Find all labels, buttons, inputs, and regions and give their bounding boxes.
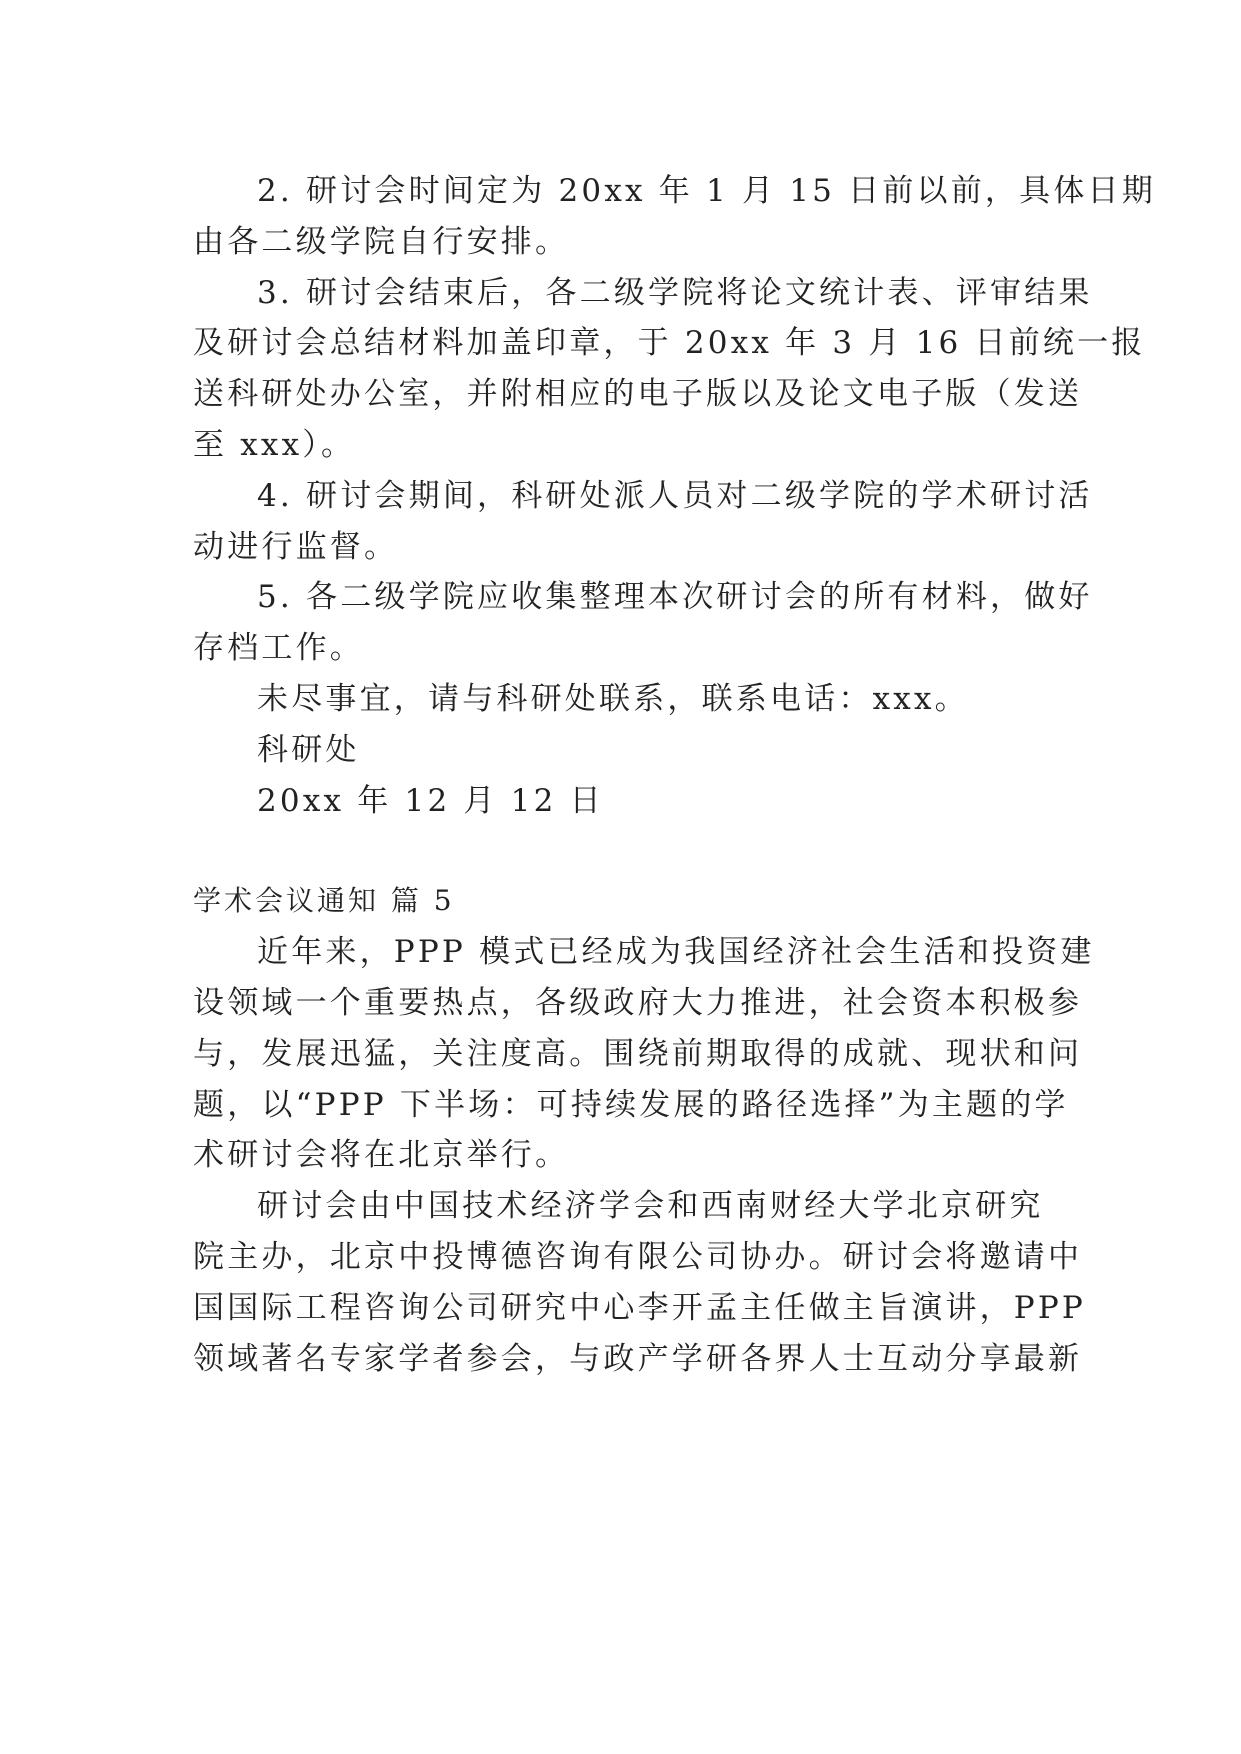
notice-date bbox=[193, 776, 1053, 827]
text-line: 科研处 bbox=[257, 731, 360, 768]
notice-item-2 bbox=[193, 166, 1156, 268]
text-line: 3. 研讨会结束后，各二级学院将论文统计表、评审结果 bbox=[257, 274, 1093, 311]
text-line: 存档工作。 bbox=[193, 630, 364, 667]
text-line: 近年来，PPP 模式已经成为我国经济社会生活和投资建 bbox=[257, 934, 1095, 971]
text-line: 设领域一个重要热点，各级政府大力推进，社会资本积极参 bbox=[193, 984, 1083, 1021]
text-line: 国国际工程咨询公司研究中心李开孟主任做主旨演讲，PPP bbox=[193, 1289, 1086, 1326]
text-line: 与，发展迅猛，关注度高。围绕前期取得的成就、现状和问 bbox=[193, 1035, 1083, 1072]
document-body bbox=[193, 166, 1156, 1384]
section-heading: 学术会议通知 篇 5 bbox=[193, 884, 455, 918]
contact-note bbox=[193, 674, 1053, 725]
text-line: 题，以“PPP 下半场：可持续发展的路径选择”为主题的学 bbox=[193, 1086, 1069, 1123]
text-line: 至 xxx）。 bbox=[193, 426, 356, 463]
text-line: 院主办，北京中投博德咨询有限公司协办。研讨会将邀请中 bbox=[193, 1238, 1083, 1275]
notice-item-4 bbox=[193, 471, 1093, 573]
body-paragraph-1 bbox=[193, 927, 1095, 1181]
signature bbox=[193, 725, 1053, 776]
text-line: 5. 各二级学院应收集整理本次研讨会的所有材料，做好 bbox=[257, 579, 1093, 616]
text-line: 动进行监督。 bbox=[193, 528, 399, 565]
notice-item-5 bbox=[193, 572, 1093, 674]
text-line: 术研讨会将在北京举行。 bbox=[193, 1137, 570, 1174]
body-paragraph-2 bbox=[193, 1181, 1086, 1384]
text-line: 由各二级学院自行安排。 bbox=[193, 223, 570, 260]
text-line: 领域著名专家学者参会，与政产学研各界人士互动分享最新 bbox=[193, 1340, 1083, 1377]
text-line: 研讨会由中国技术经济学会和西南财经大学北京研究 bbox=[257, 1188, 1044, 1225]
text-line: 及研讨会总结材料加盖印章，于 20xx 年 3 月 16 日前统一报 bbox=[193, 325, 1146, 362]
text-line: 送科研处办公室，并附相应的电子版以及论文电子版（发送 bbox=[193, 376, 1083, 413]
text-line: 2. 研讨会时间定为 20xx 年 1 月 15 日前以前，具体日期 bbox=[257, 173, 1156, 209]
text-line: 20xx 年 12 月 12 日 bbox=[257, 782, 604, 819]
section-gap bbox=[193, 826, 1053, 876]
text-line: 未尽事宜，请与科研处联系，联系电话：xxx。 bbox=[257, 680, 969, 717]
notice-item-3 bbox=[193, 268, 1146, 471]
text-line: 4. 研讨会期间，科研处派人员对二级学院的学术研讨活 bbox=[257, 477, 1093, 514]
